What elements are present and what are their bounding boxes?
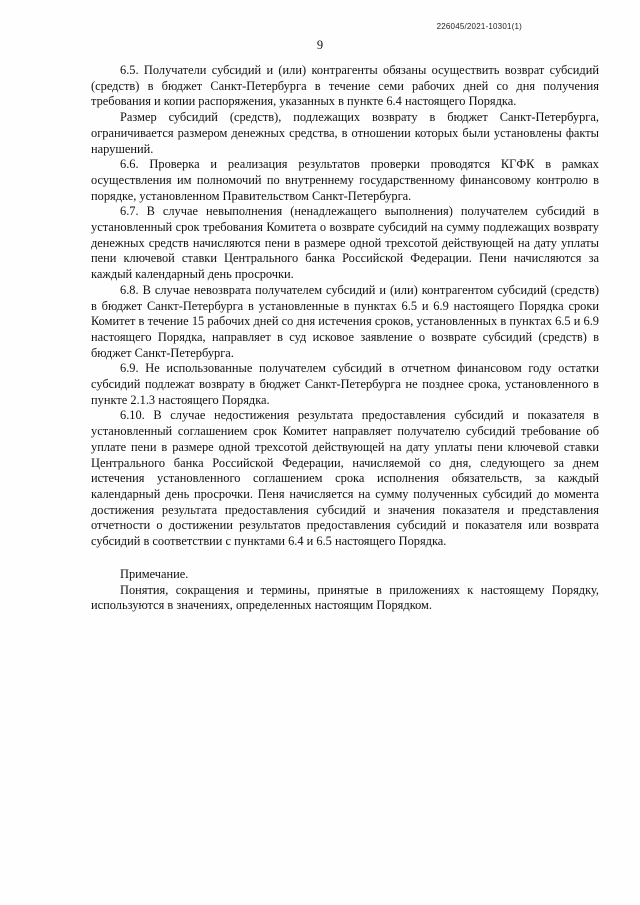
paragraph-6-7: 6.7. В случае невыполнения (ненадлежащего выполнения) получателем субсидий в установленный срок требования Комитета о возврате субсидий на сумму подлежащих возврату денежных средств начисляются пени в размере одной трехсотой действующей на дату уплаты пени ключевой ставки Центрального банка Российской Федерации. Пени начисляются за каждый календарный день просрочки.	[91, 204, 599, 282]
paragraph-6-5: 6.5. Получатели субсидий и (или) контрагенты обязаны осуществить возврат субсидий (средств) в бюджет Санкт-Петербурга в течение семи рабочих дней со дня получения требования и копии распоряжения, указанных в пункте 6.4 настоящего Порядка.	[91, 63, 599, 109]
page-number: 9	[316, 38, 324, 52]
paragraph-6-5-amount: Размер субсидий (средств), подлежащих возврату в бюджет Санкт-Петербурга, ограничивается размером денежных средства, в отношении которых были установлены факты нарушений.	[91, 110, 599, 156]
document-body	[91, 63, 599, 614]
paragraph-6-10: 6.10. В случае недостижения результата предоставления субсидий и показателя в установленный соглашением срок Комитет направляет получателю субсидий требование об уплате пени в размере одной трехсотой действующей на дату уплаты пени ключевой ставки Центрального банка Российской Федерации, начисляемой со дня, следующего за днем истечения установленного соглашением срока исполнения обязательств, за каждый календарный день просрочки. Пеня начисляется на сумму полученных субсидий до момента достижения результата предоставления субсидий и значения показателя и представления отчетности о достижении результатов предоставления субсидий и показателя или возврата субсидий в соответствии с пунктами 6.4 и 6.5 настоящего Порядка.	[91, 408, 599, 549]
document-id: 226045/2021-10301(1)	[436, 22, 522, 31]
paragraph-6-6: 6.6. Проверка и реализация результатов проверки проводятся КГФК в рамках осуществления им полномочий по внутреннему государственному финансовому контролю в порядке, установленном Правительством Санкт-Петербурга.	[91, 157, 599, 203]
note-text: Понятия, сокращения и термины, принятые в приложениях к настоящему Порядку, используются в значениях, определенных настоящим Порядком.	[91, 582, 599, 613]
paragraph-6-9: 6.9. Не использованные получателем субсидий в отчетном финансовом году остатки субсидий подлежат возврату в бюджет Санкт-Петербурга не позднее срока, установленного в пункте 2.1.3 настоящего Порядка.	[91, 361, 599, 407]
paragraph-6-8: 6.8. В случае невозврата получателем субсидий и (или) контрагентом субсидий (средств) в бюджет Санкт-Петербурга в установленные в пунктах 6.5 и 6.9 настоящего Порядка сроки Комитет в течение 15 рабочих дней со дня истечения сроков, установленных в пунктах 6.5 и 6.9 настоящего Порядка, направляет в суд исковое заявление о возврате субсидий (средств) в бюджет Санкт-Петербурга.	[91, 282, 599, 360]
note-title: Примечание.	[120, 566, 189, 581]
note-block	[91, 567, 599, 614]
